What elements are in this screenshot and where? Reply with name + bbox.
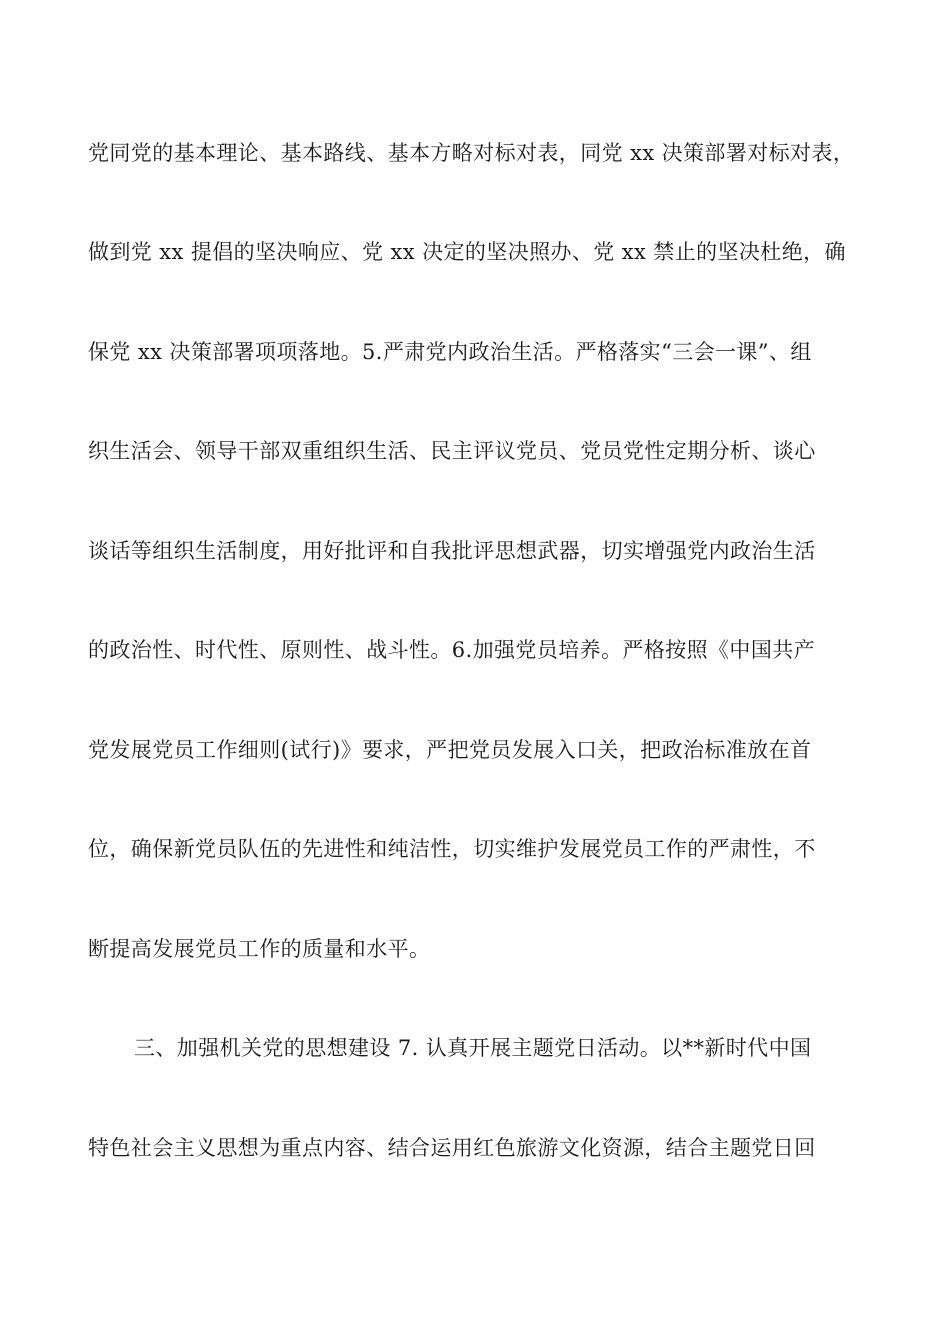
paragraph-line: 织生活会、领导干部双重组织生活、民主评议党员、党员党性定期分析、谈心 bbox=[88, 439, 816, 463]
paragraph-line: 党同党的基本理论、基本路线、基本方略对标对表，同党 xx 决策部署对标对表， bbox=[88, 141, 855, 165]
paragraph-line: 党发展党员工作细则(试行)》要求，严把党员发展入口关，把政治标准放在首 bbox=[88, 738, 812, 762]
paragraph-line: 特色社会主义思想为重点内容、结合运用红色旅游文化资源，结合主题党日回 bbox=[88, 1136, 816, 1160]
paragraph-line: 位，确保新党员队伍的先进性和纯洁性，切实维护发展党员工作的严肃性，不 bbox=[88, 837, 816, 861]
paragraph-line: 保党 xx 决策部署项项落地。5.严肃党内政治生活。严格落实“三会一课”、组 bbox=[88, 340, 812, 364]
paragraph-line: 做到党 xx 提倡的坚决响应、党 xx 决定的坚决照办、党 xx 禁止的坚决杜绝，确 bbox=[88, 240, 846, 264]
paragraph-line: 的政治性、时代性、原则性、战斗性。6.加强党员培养。严格按照《中国共产 bbox=[88, 638, 816, 662]
section-heading-line: 三、加强机关党的思想建设 7. 认真开展主题党日活动。以**新时代中国 bbox=[134, 1036, 812, 1060]
paragraph-line: 断提高发展党员工作的质量和水平。 bbox=[88, 937, 431, 961]
paragraph-line: 谈话等组织生活制度，用好批评和自我批评思想武器，切实增强党内政治生活 bbox=[88, 539, 816, 563]
